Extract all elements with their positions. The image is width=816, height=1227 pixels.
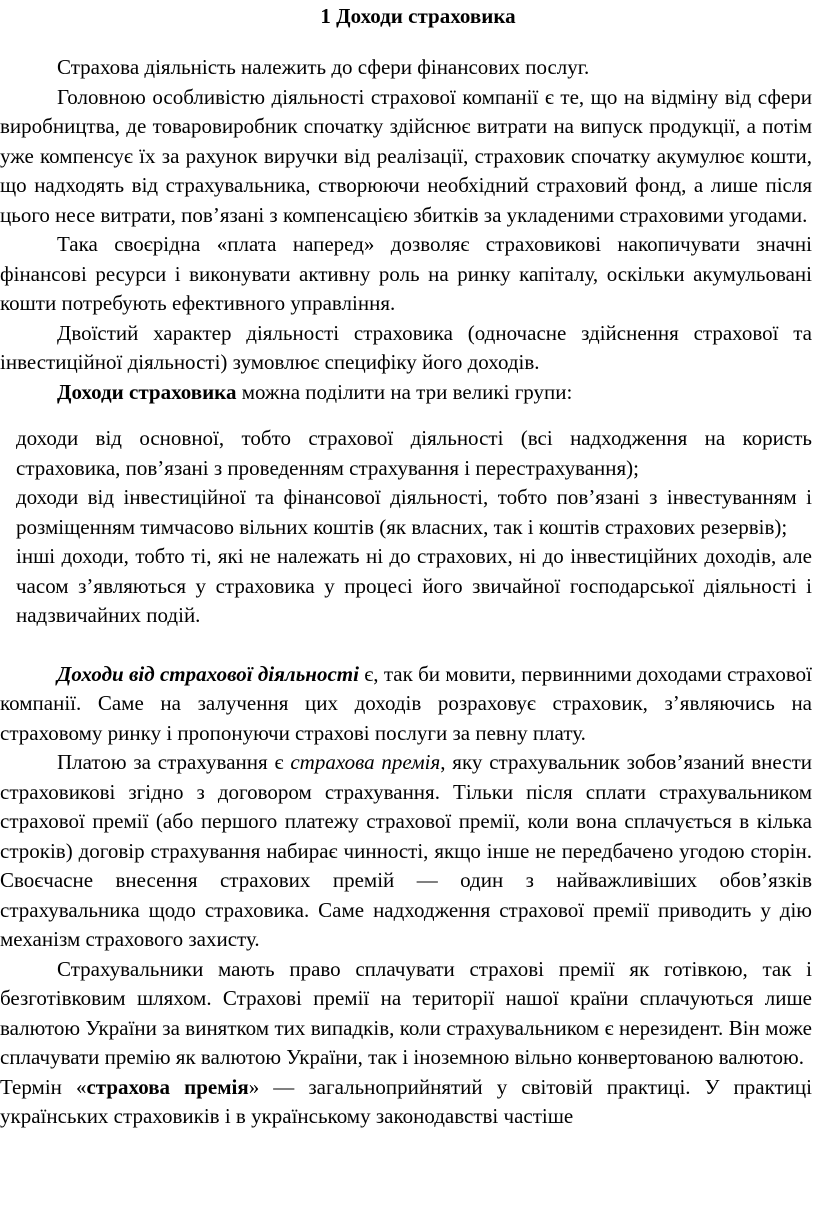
paragraph-2: Головною особливістю діяльності страхової компанії є те, що на відміну від сфери виробництва, де товаровиробник спочатку здійснює витрати на випуск продукції, а потім уже компенсує їх за рахунок виручки від реалізації, страховик спочатку акумулює кошти, що надходять від страхувальника, створюючи необхідний страховий фонд, а лише після цього несе витрати, пов’язані з компенсацією збитків за укладеними страховими угодами. — [0, 84, 812, 227]
list-item: доходи від інвестиційної та фінансової діяльності, тобто пов’язані з інвестуванням і розміщенням тимчасово вільних коштів (як власних, так і коштів страхових резервів); — [16, 485, 812, 539]
term-insurance-premium-bold: страхова премія — [86, 1074, 249, 1099]
term-insurer-income: Доходи страховика — [57, 379, 237, 404]
list-item: доходи від основної, тобто страхової діяльності (всі надходження на користь страховика, пов’язані з проведенням страхування і перестрахування); — [16, 426, 812, 480]
paragraph-6 — [0, 660, 816, 749]
paragraph-9-rest: » — загальноприйнятий у світовій практиці. У практиці українських страховиків і в українському законодавстві частіше — [0, 1074, 812, 1128]
paragraph-8: Страхувальники мають право сплачувати страхові премії як готівкою, так і безготівковим шляхом. Страхові премії на території нашої країни сплачуються лише валютою України за винятком тих випадків, коли страхувальником є нерезидент. Він може сплачувати премію як валютою України, так і іноземною вільно конвертованою валютою. — [0, 956, 812, 1069]
spacer — [0, 631, 816, 660]
paragraph-4: Двоїстий характер діяльності страховика (одночасне здійснення страхової та інвестиційної діяльності) зумовлює специфіку його доходів. — [0, 320, 812, 374]
paragraph-5-rest: можна поділити на три великі групи: — [236, 379, 573, 404]
paragraph-7 — [0, 748, 816, 955]
paragraph-9 — [0, 1073, 816, 1132]
list-item: інші доходи, тобто ті, які не належать ні до страхових, ні до інвестиційних доходів, але часом з’являються у страховика у процесі його звичайної господарської діяльності і надзвичайних подій. — [16, 544, 812, 627]
term-insurance-premium: страхова премія — [290, 750, 441, 774]
paragraph-7-rest: , яку страхувальник зобов’язаний внести страховикові згідно з договором страхування. Тільки після сплати страхувальником страхової премії (або першого платежу страхової премії, коли вона сплачується в кілька строків) договір страхування набирає чинності, якщо інше не передбачено угодою сторін. Своєчасне внесення страхових премій — один з найважливіших обов’язків страхувальника щодо страховика. Саме надходження страхової премії приводить у дію механізм страхового захисту. — [0, 750, 812, 951]
paragraph-1: Страхова діяльність належить до сфери фінансових послуг. — [57, 55, 590, 79]
paragraph-3: Така своєрідна «плата наперед» дозволяє страховикові накопичувати значні фінансові ресурси і виконувати активну роль на ринку капіталу, оскільки акумульовані кошти потребують ефективного управління. — [0, 232, 812, 315]
paragraph-7-start: Платою за страхування є — [57, 750, 291, 774]
paragraph-6-rest: є, так би мовити, первинними доходами страхової компанії. Саме на залучення цих доходів розраховує страховик, з’являючись на страховому ринку і пропонуючи страхові послуги за певну плату. — [0, 661, 812, 745]
income-groups-list — [0, 424, 816, 631]
paragraph-5 — [0, 378, 816, 408]
paragraph-9-start: Термін « — [0, 1074, 87, 1099]
term-insurance-activity-income: Доходи від страхової діяльності — [57, 661, 359, 686]
spacer — [0, 31, 816, 53]
section-title: 1 Доходи страховика — [320, 4, 516, 28]
